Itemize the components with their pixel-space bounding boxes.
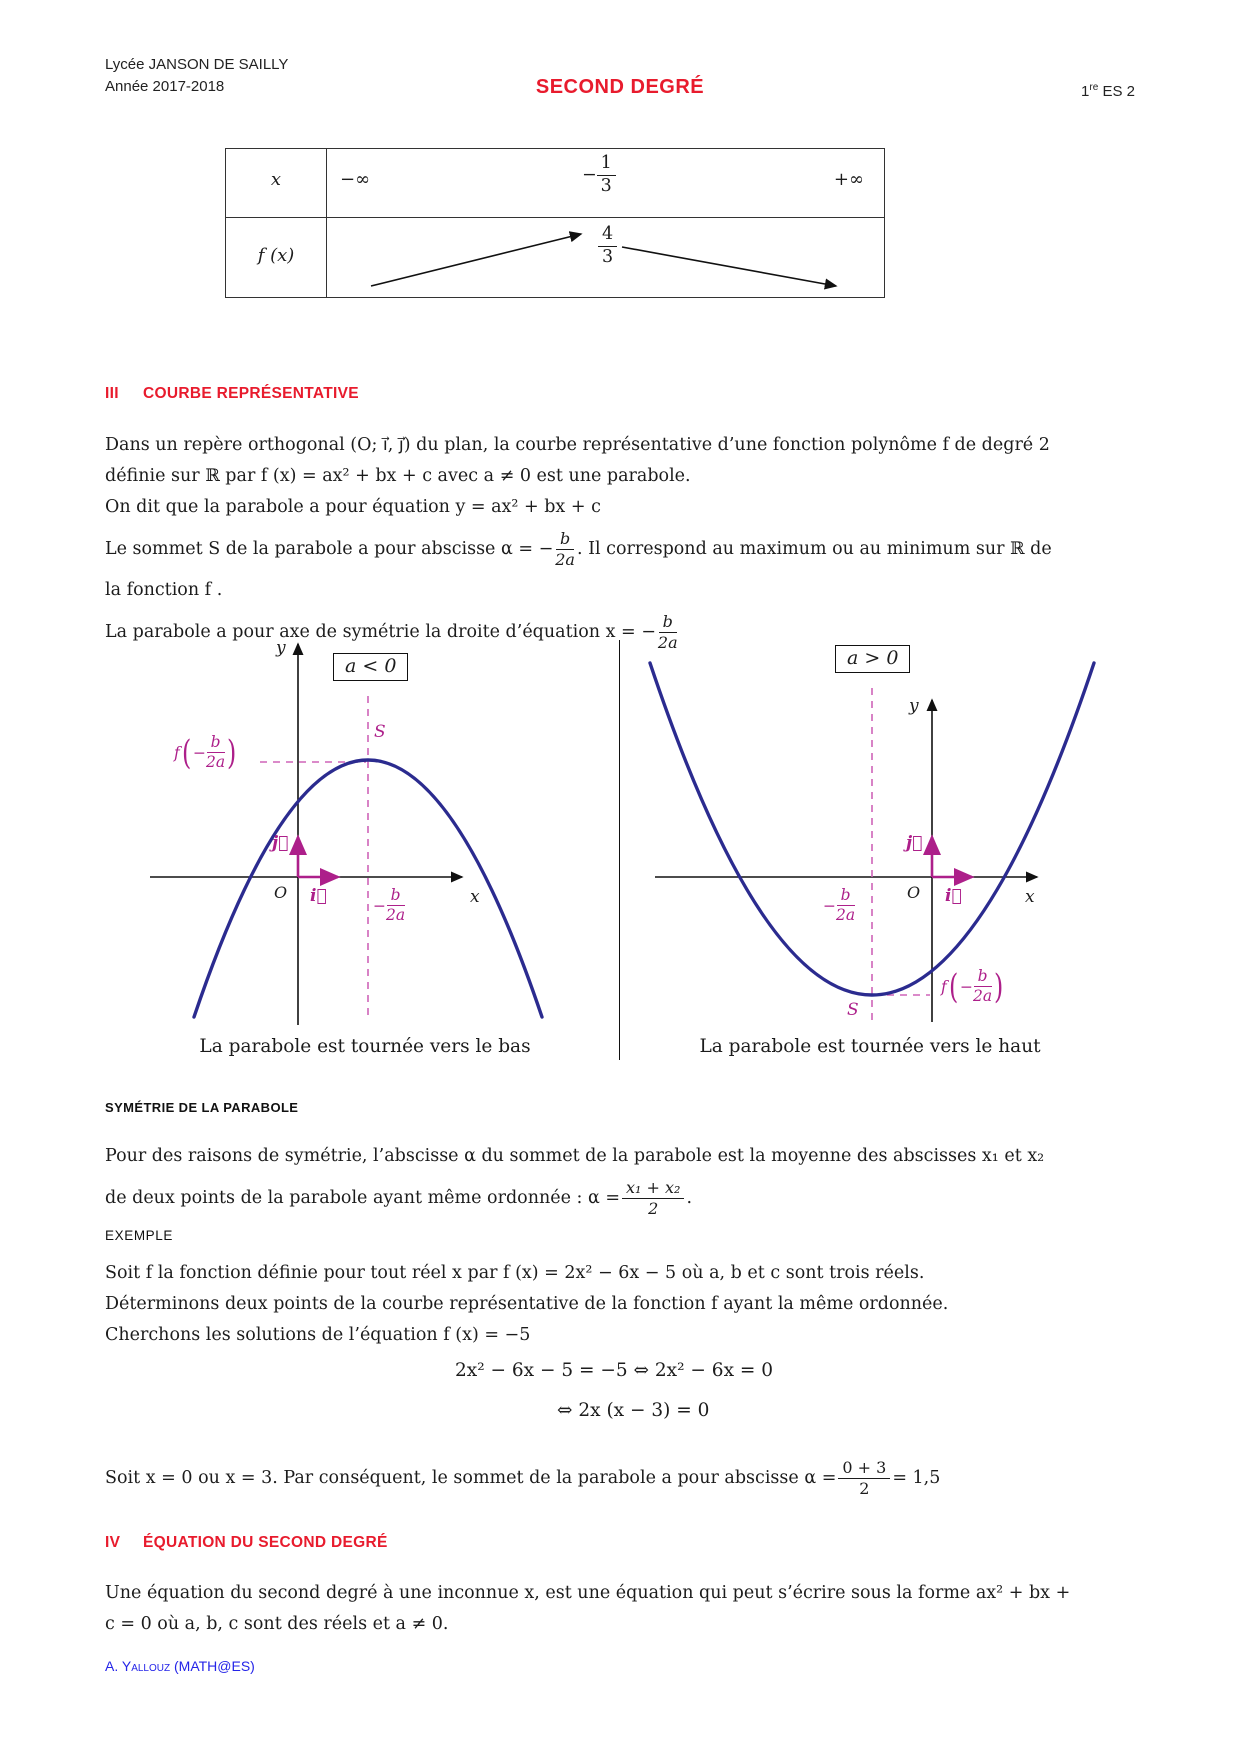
table-max-value [598,225,617,267]
para-line: Pour des raisons de symétrie, l’abscisse α du sommet de la parabole est la moyenne des abscisses x₁ et x₂ [105,1146,1045,1166]
x-axis-label: x [470,887,480,907]
mid-denominator: 3 [600,175,612,196]
i-vector-label: i⃗ [310,886,327,906]
footer-credit: A. Yallouz (MATH@ES) [105,1658,255,1674]
paragraph-equation [105,1578,1145,1640]
section-number: III [105,385,119,402]
table-mid-value [582,154,616,196]
para-line: Soit f la fonction définie pour tout réel x par f (x) = 2x² − 6x − 5 où a, b et c sont trois réels. [105,1263,925,1283]
para-line: Cherchons les solutions de l’équation f (x) = −5 [105,1325,531,1345]
summit-label: S [847,1000,859,1020]
para-line: Dans un repère orthogonal (O; i⃗, j⃗) du plan, la courbe représentative d’une fonction polynôme f de degré 2 [105,435,1050,455]
paragraph-exemple [105,1258,1145,1351]
table-minus-infinity: −∞ [340,169,371,190]
fraction-numerator: b [556,530,574,550]
j-vector-label: j⃗ [272,833,289,853]
summit-label: S [374,722,386,742]
para-line-sommet: Le sommet S de la parabole a pour abscisse α = − $\frac{b}{2a}$ . Il correspond au maximum ou au minimum sur ℝ de [105,528,1052,569]
fraction-numerator: b [659,613,677,633]
section-number: IV [105,1534,121,1551]
origin-label: O [274,883,288,902]
variation-table [225,148,885,298]
fraction-numerator: 0 + 3 [838,1459,890,1479]
para-line-moyenne: de deux points de la parabole ayant même ordonnée : α = $\frac{\text{x₁ + x₂}}{2}$ . [105,1177,693,1218]
section-title: COURBE REPRÉSENTATIVE [143,385,359,402]
class-label: 1re ES 2 [1081,82,1135,100]
arrow-decreasing [622,247,836,286]
paragraph-symetrie [105,1141,1145,1224]
header-school: Lycée JANSON DE SAILLY [105,56,289,73]
figure-divider [619,640,620,1060]
origin-label: O [907,883,921,902]
max-numerator: 4 [598,225,617,247]
para-line: définie sur ℝ par f (x) = ax² + bx + c avec a ≠ 0 est une parabole. [105,466,691,486]
equation-line-2: ⇔ 2x (x − 3) = 0 [557,1400,710,1421]
vertex-value-label: f ( − $\frac{b}{2a}$ ) [941,966,1004,1007]
page-title: SECOND DEGRÉ [535,76,705,98]
table-plus-infinity: +∞ [833,169,864,190]
parabola-curve [194,760,542,1017]
vertex-value-label: f ( − $\frac{b}{2a}$ ) [174,732,237,773]
abscissa-label: − $\frac{b}{2a}$ [373,886,406,925]
j-vector-label: j⃗ [906,833,923,853]
table-column-divider [326,149,327,297]
mid-numerator: 1 [597,154,616,176]
abscissa-label: − $\frac{b}{2a}$ [823,886,856,925]
y-axis-label: y [909,696,919,716]
para-line: Une équation du second degré à une inconnue x, est une équation qui peut s’écrire sous la forme ax² + bx + [105,1583,1071,1603]
section-title: ÉQUATION DU SECOND DEGRÉ [143,1534,388,1551]
subsection-symetrie: SYMÉTRIE DE LA PARABOLE [105,1100,299,1115]
sign-tag: a < 0 [333,653,408,681]
sign-tag: a > 0 [835,645,910,673]
i-vector-label: i⃗ [945,886,962,906]
paragraph-conclusion: Soit x = 0 ou x = 3. Par conséquent, le sommet de la parabole a pour abscisse α = $\frac{0 + 3}{2}$ = 1,5 [105,1457,941,1498]
caption-up: La parabole est tournée vers le haut [699,1036,1041,1057]
para-line: Déterminons deux points de la courbe représentative de la fonction f ayant la même ordonnée. [105,1294,949,1314]
fraction-denominator: 2 [859,1478,870,1498]
para-line: On dit que la parabole a pour équation y = ax² + bx + c [105,497,601,517]
para-line: la fonction f . [105,580,223,600]
section-heading-4 [105,1534,388,1552]
fraction-denominator: 2a [657,632,678,652]
header-year: Année 2017-2018 [105,78,225,95]
parabola-curve [650,663,1094,995]
fraction-numerator: x₁ + x₂ [622,1179,684,1199]
mid-minus: − [582,165,597,186]
table-row-divider [226,217,884,218]
max-denominator: 3 [602,246,614,267]
caption-down: La parabole est tournée vers le bas [199,1036,531,1057]
x-axis-label: x [1025,887,1035,907]
figure-parabola-down [140,600,590,1032]
fraction-denominator: 2a [555,549,575,569]
para-line-axe: La parabole a pour axe de symétrie la droite d’équation x = − $\frac{b}{2a}$ [105,611,678,652]
subsection-exemple: EXEMPLE [105,1228,173,1243]
figure-parabola-up [625,600,1115,1032]
equation-line-1: 2x² − 6x − 5 = −5 ⇔ 2x² − 6x = 0 [455,1360,774,1381]
fraction-denominator: 2 [648,1198,659,1218]
section-heading-3 [105,385,359,403]
table-var-fx: f (x) [257,245,295,266]
y-axis-label: y [276,638,286,658]
para-line: c = 0 où a, b, c sont des réels et a ≠ 0. [105,1614,449,1634]
table-var-x: x [270,169,282,190]
arrow-increasing [371,234,581,286]
